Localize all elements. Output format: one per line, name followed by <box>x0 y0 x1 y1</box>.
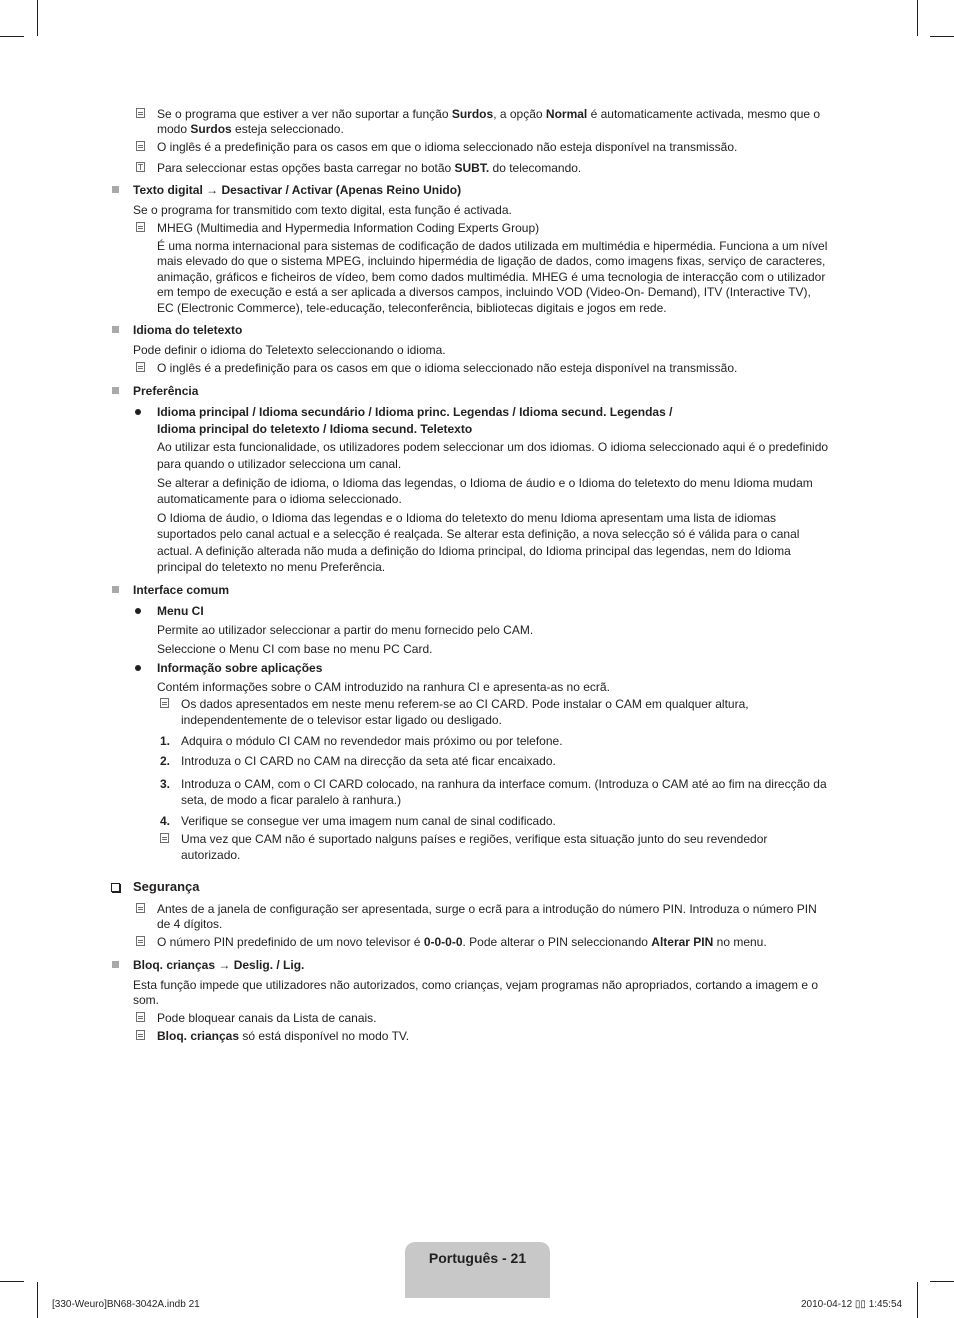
body-text: Permite ao utilizador seleccionar a partir do menu fornecido pelo CAM. <box>157 623 534 637</box>
bullet-dot-icon <box>135 409 141 415</box>
body-text: actual. A definição alterada não muda a definição do Idioma principal, do Idioma principal das legendas, nem do Idioma <box>157 544 791 558</box>
bullet-dot-icon <box>135 665 141 671</box>
crop-mark <box>37 0 38 36</box>
body-text: Ao utilizar esta funcionalidade, os utilizadores podem seleccionar um dos idiomas. O idioma seleccionado aqui é o predefinido <box>157 440 829 454</box>
remote-button-icon <box>136 162 145 172</box>
step-number: 4. <box>160 814 171 828</box>
step-number: 3. <box>160 777 171 791</box>
square-bullet-icon <box>112 586 119 593</box>
step-text: Adquira o módulo CI CAM no revendedor mais próximo ou por telefone. <box>181 734 563 748</box>
note-text: Bloq. crianças só está disponível no modo TV. <box>157 1029 410 1043</box>
section-heading: Bloq. crianças → Deslig. / Lig. <box>133 958 305 972</box>
note-text: O inglês é a predefinição para os casos em que o idioma seleccionado não esteja disponível na transmissão. <box>157 140 738 154</box>
note-text: Uma vez que CAM não é suportado nalguns países e regiões, verifique esta situação junto do seu revendedor <box>181 832 768 846</box>
square-bullet-icon <box>112 387 119 394</box>
body-text: O Idioma de áudio, o Idioma das legendas e o Idioma do teletexto do menu Idioma apresentam uma lista de idiomas <box>157 511 777 525</box>
crop-mark <box>0 1281 24 1282</box>
body-text: Pode definir o idioma do Teletexto seleccionando o idioma. <box>133 343 446 357</box>
note-icon <box>136 108 145 118</box>
page-number-tab <box>405 1242 550 1298</box>
step-text: seta, de modo a ficar paralelo à ranhura.) <box>181 793 402 807</box>
crop-mark <box>917 0 918 36</box>
square-bullet-icon <box>112 961 119 968</box>
step-text: Verifique se consegue ver uma imagem num canal de sinal codificado. <box>181 814 556 828</box>
body-text: para quando o utilizador selecciona um canal. <box>157 457 402 471</box>
step-text: Introduza o CAM, com o CI CARD colocado, na ranhura da interface comum. (Introduza o CAM até ao fim na direcção da <box>181 777 827 791</box>
crop-mark <box>37 1282 38 1318</box>
imprint-right: 2010-04-12 ▯▯ 1:45:54 <box>801 1299 903 1310</box>
note-text: autorizado. <box>181 848 241 862</box>
note-text: MHEG (Multimedia and Hypermedia Information Coding Experts Group) <box>157 221 540 235</box>
note-icon <box>136 362 145 372</box>
section-heading: Texto digital → Desactivar / Activar (Apenas Reino Unido) <box>133 183 462 197</box>
note-text: Para seleccionar estas opções basta carregar no botão SUBT. do telecomando. <box>157 161 582 175</box>
step-text: Introduza o CI CARD no CAM na direcção da seta até ficar encaixado. <box>181 754 556 768</box>
square-bullet-icon <box>112 186 119 193</box>
note-text: Pode bloquear canais da Lista de canais. <box>157 1011 377 1025</box>
note-text: animação, gráficos e ficheiros de vídeo, bem como dados multimédia. MHEG é uma tecnologia de interacção com o utilizador <box>157 270 826 284</box>
body-text: Seleccione o Menu CI com base no menu PC Card. <box>157 642 433 656</box>
section-heading: Idioma do teletexto <box>133 323 243 337</box>
crop-mark <box>930 36 954 37</box>
crop-mark <box>917 1282 918 1318</box>
page-number: Português - 21 <box>428 1250 527 1266</box>
step-number: 2. <box>160 754 171 768</box>
note-text: em tempo de execução e está a ser aplicada a diversos campos, incluindo VOD (Video-On- Demand), ITV (Interactive TV), <box>157 285 811 299</box>
body-text: Contém informações sobre o CAM introduzido na ranhura CI e apresenta-as no ecrã. <box>157 680 610 694</box>
note-text: O inglês é a predefinição para os casos em que o idioma seleccionado não esteja disponível na transmissão. <box>157 361 738 375</box>
note-text: Se o programa que estiver a ver não suportar a função Surdos, a opção Normal é automaticamente activada, mesmo que o <box>157 107 821 121</box>
body-text: Se alterar a definição de idioma, o Idioma das legendas, o Idioma de áudio e o Idioma do teletexto do menu Idioma mudam <box>157 476 813 490</box>
note-text: Os dados apresentados em neste menu referem-se ao CI CARD. Pode instalar o CAM em qualquer altura, <box>181 697 749 711</box>
note-text: O número PIN predefinido de um novo televisor é 0-0-0-0. Pode alterar o PIN seleccionando Alterar PIN no menu. <box>157 935 767 949</box>
bullet-heading: Idioma principal / Idioma secundário / Idioma princ. Legendas / Idioma secund. Legendas / <box>157 405 673 419</box>
note-icon <box>136 1012 145 1022</box>
section-title: Segurança <box>133 879 200 894</box>
bullet-heading: Menu CI <box>157 604 204 618</box>
note-icon <box>136 936 145 946</box>
bullet-dot-icon <box>135 608 141 614</box>
crop-mark <box>930 1281 954 1282</box>
body-text: Se o programa for transmitido com texto digital, esta função é activada. <box>133 203 512 217</box>
note-icon <box>136 903 145 913</box>
note-text: É uma norma internacional para sistemas de codificação de dados utilizada em multimédia e hipermédia. Funciona a um nível <box>157 239 828 253</box>
note-icon <box>160 698 169 708</box>
body-text: suportados pelo canal actual e a selecção é realçada. Se alterar esta definição, a nova selecção só é válida para o canal <box>157 527 800 541</box>
note-text: Antes de a janela de configuração ser apresentada, surge o ecrã para a introdução do número PIN. Introduza o número PIN <box>157 902 817 916</box>
bullet-heading: Informação sobre aplicações <box>157 661 323 675</box>
body-text: Esta função impede que utilizadores não autorizados, como crianças, vejam programas não apropriados, cortando a imagem e o <box>133 978 819 992</box>
note-text: de 4 dígitos. <box>157 917 223 931</box>
note-text: mais elevado do que o sistema MPEG, incluindo hipermédia de ligação de dados, como imagens fixas, serviço de caracteres, <box>157 254 826 268</box>
checkbox-square-icon <box>111 883 120 892</box>
note-icon <box>136 141 145 151</box>
section-heading: Interface comum <box>133 583 230 597</box>
imprint-left: [330-Weuro]BN68-3042A.indb 21 <box>52 1299 200 1310</box>
crop-mark <box>0 36 24 37</box>
note-text: independentemente de o televisor estar ligado ou desligado. <box>181 713 502 727</box>
body-text: principal do teletexto no menu Preferência. <box>157 560 386 574</box>
note-icon <box>160 833 169 843</box>
square-bullet-icon <box>112 326 119 333</box>
section-heading: Preferência <box>133 384 199 398</box>
note-text: modo Surdos esteja seleccionado. <box>157 122 344 136</box>
note-text: EC (Electronic Commerce), tele-educação, teleconferência, bibliotecas digitais e jogos em rede. <box>157 301 667 315</box>
note-icon <box>136 222 145 232</box>
bullet-heading: Idioma principal do teletexto / Idioma secund. Teletexto <box>157 422 473 436</box>
body-text: som. <box>133 993 160 1007</box>
body-text: automaticamente para o idioma seleccionado. <box>157 492 402 506</box>
note-icon <box>136 1030 145 1040</box>
step-number: 1. <box>160 734 171 748</box>
